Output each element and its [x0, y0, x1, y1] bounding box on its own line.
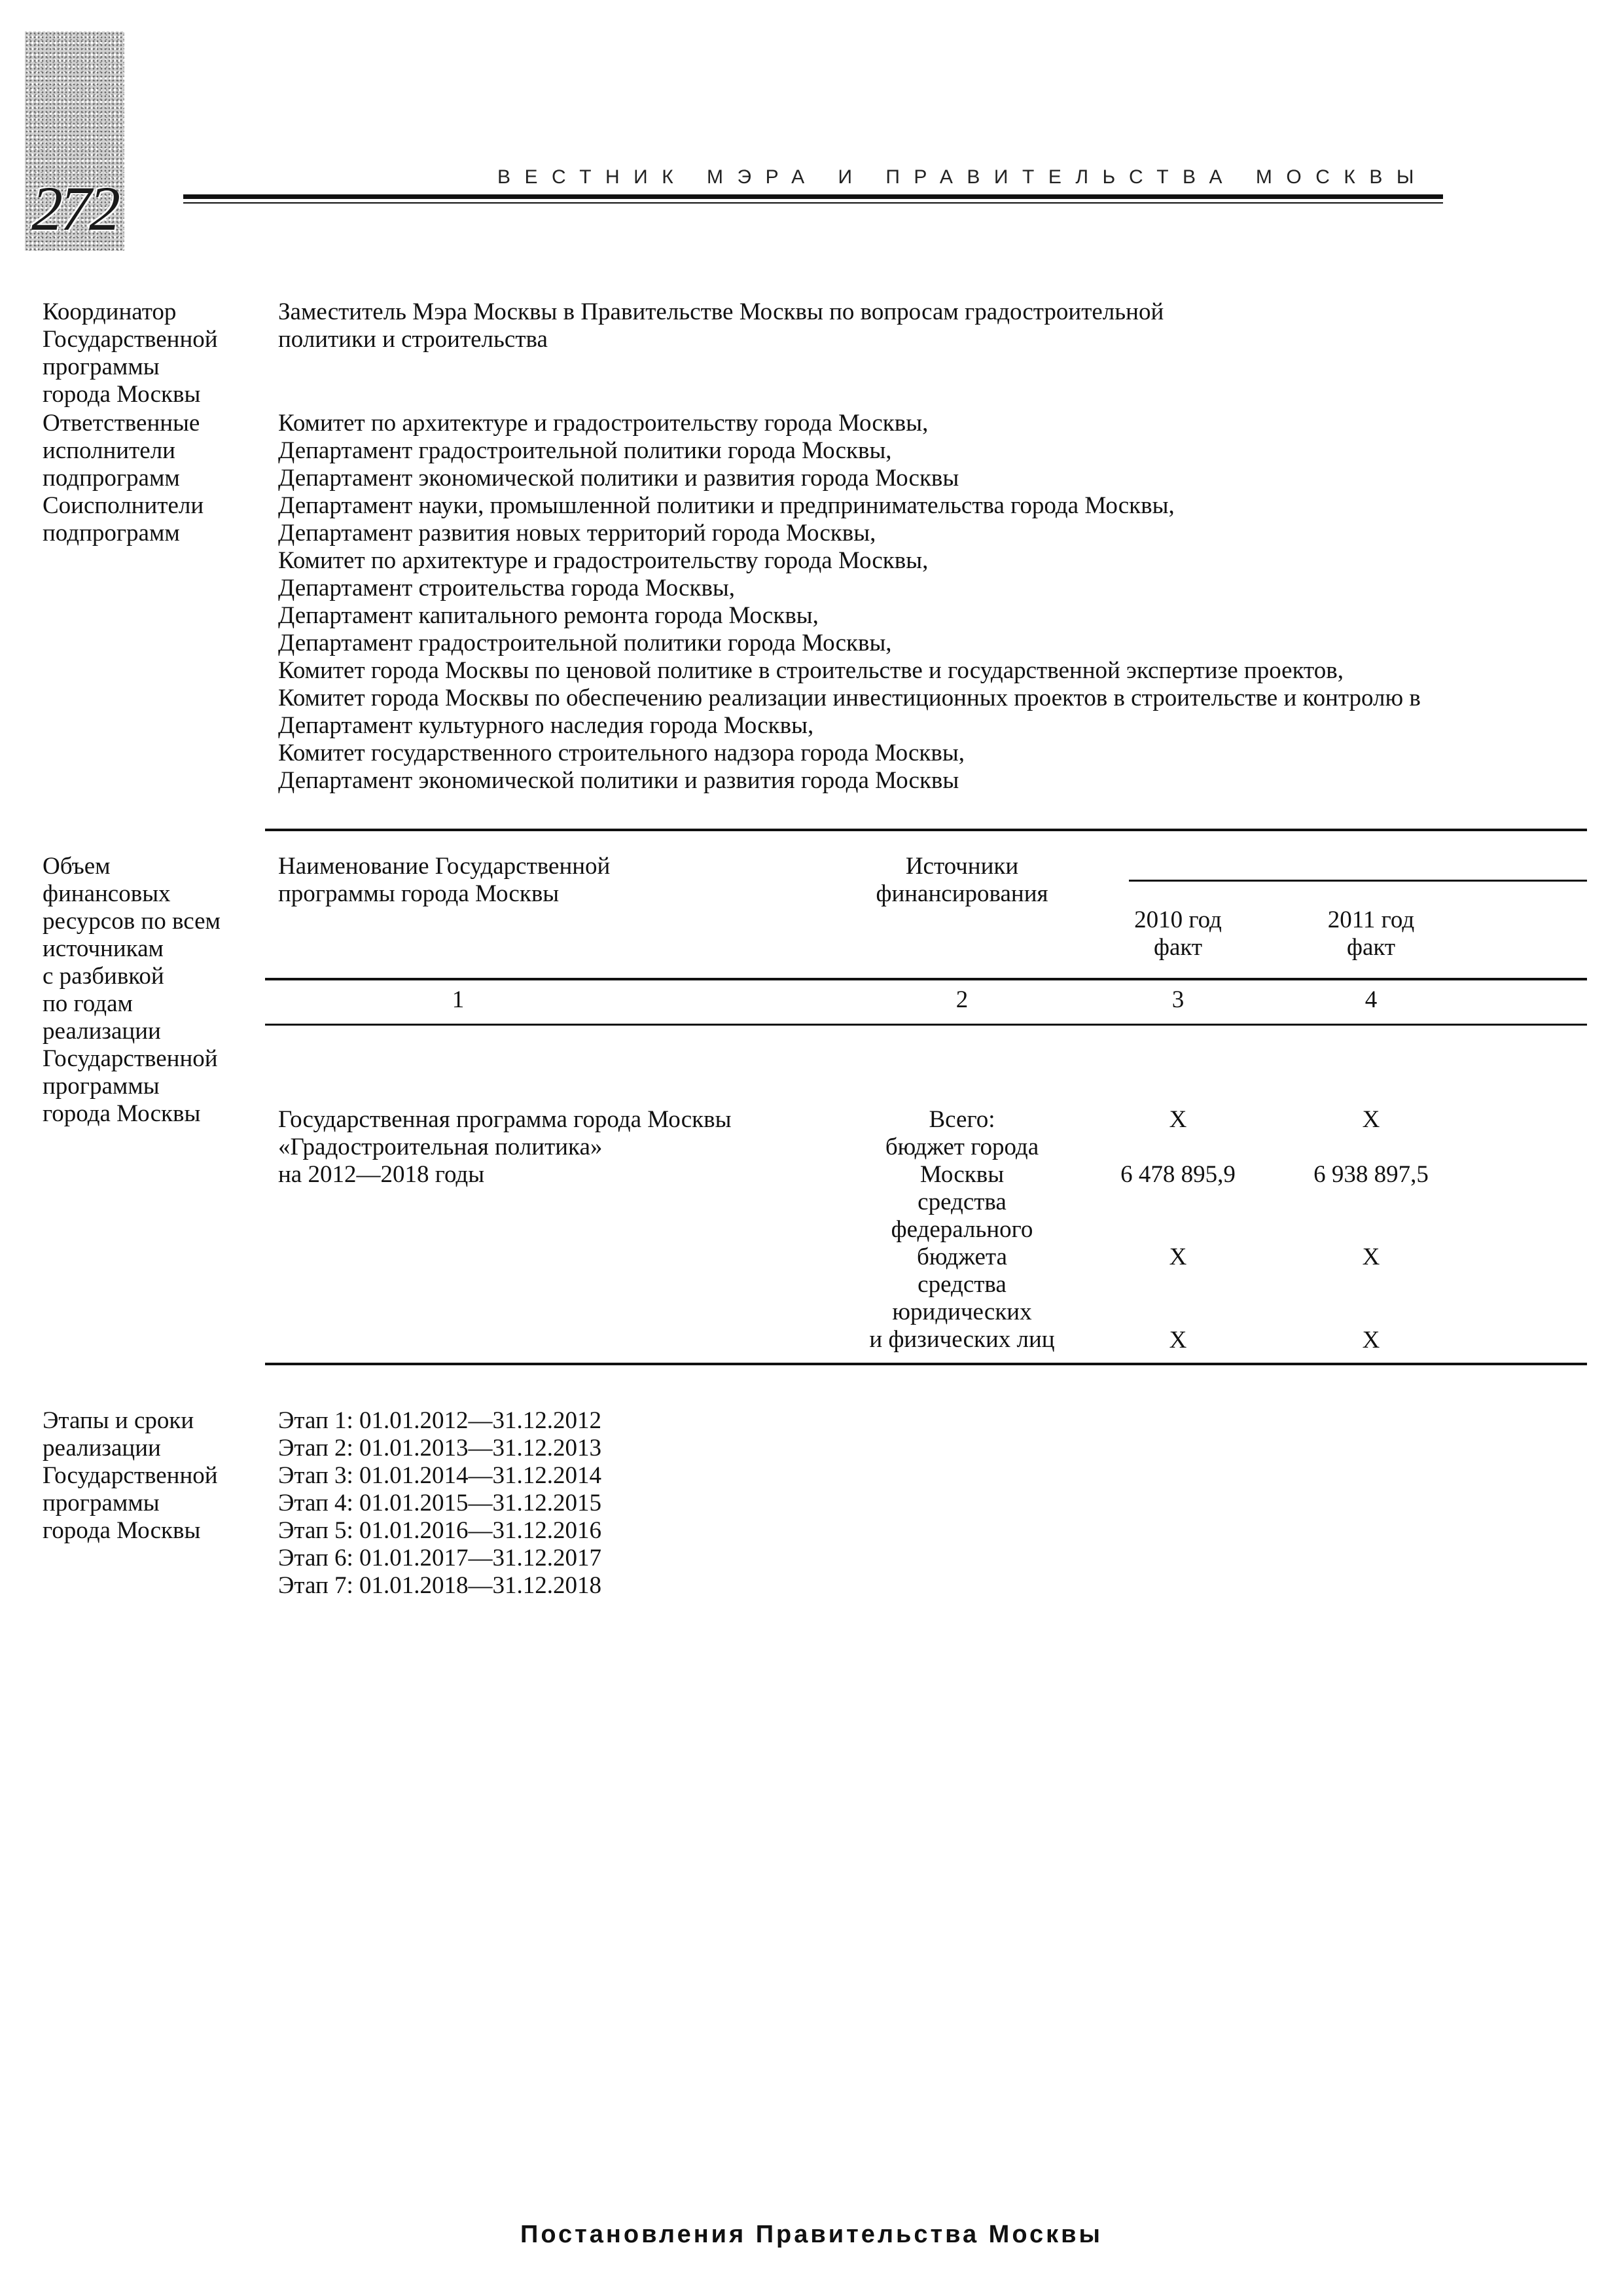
column-number-2: 2 [955, 986, 969, 1013]
value-2011-legal-entities: X [1362, 1327, 1380, 1354]
executor-item: Департамент экономической политики и развития города Москвы [278, 465, 959, 492]
row-program-name: Государственная программа города Москвы «Градостроительная политика» на 2012—2018 годы [278, 1106, 732, 1188]
value-2010-federal-budget: X [1169, 1244, 1187, 1270]
stage-item: Этап 2: 01.01.2013—31.12.2013 [278, 1435, 602, 1462]
value-2010-total: X [1169, 1106, 1187, 1133]
header-year-2011: 2011 год факт [1327, 906, 1415, 961]
header-bottom-rule [265, 978, 1587, 980]
header-sources: Источники финансирования [876, 853, 1048, 907]
executor-item: Департамент градостроительной политики города Москвы, [278, 437, 892, 464]
row-funding-sources: Всего: бюджет города Москвы средства федерального бюджета средства юридических и физических лиц [869, 1106, 1055, 1353]
stage-item: Этап 4: 01.01.2015—31.12.2015 [278, 1490, 602, 1516]
executors-label: Ответственные исполнители подпрограмм Соисполнители подпрограмм [43, 410, 204, 547]
executors-list [278, 410, 1613, 795]
column-number-4: 4 [1364, 986, 1378, 1013]
executor-item: Департамент капитального ремонта города Москвы, [278, 602, 819, 629]
table-year-group-rule [1129, 880, 1587, 882]
executor-item: Комитет города Москвы по ценовой политике в строительстве и государственной экспертизе проектов, [278, 657, 1344, 684]
table-top-rule [265, 829, 1587, 831]
page-number-badge [25, 31, 124, 251]
value-2011-city-budget: 6 938 897,5 [1313, 1161, 1429, 1188]
column-numbers-rule [265, 1024, 1587, 1026]
table-bottom-rule [265, 1363, 1587, 1365]
value-2010-city-budget: 6 478 895,9 [1120, 1161, 1236, 1188]
executor-item: Комитет государственного строительного надзора города Москвы, [278, 740, 965, 766]
finance-label: Объем финансовых ресурсов по всем источникам с разбивкой по годам реализации Государственной программы города Москвы [43, 853, 221, 1127]
executor-item: Департамент экономической политики и развития города Москвы [278, 767, 959, 794]
stage-item: Этап 6: 01.01.2017—31.12.2017 [278, 1545, 602, 1571]
executor-item: Департамент развития новых территорий города Москвы, [278, 520, 876, 547]
stage-item: Этап 7: 01.01.2018—31.12.2018 [278, 1572, 602, 1599]
publication-title: ВЕСТНИК МЭРА И ПРАВИТЕЛЬСТВА МОСКВЫ [497, 166, 1428, 188]
executor-item: Комитет по архитектуре и градостроительству города Москвы, [278, 410, 929, 437]
executor-item: Комитет по архитектуре и градостроительству города Москвы, [278, 547, 929, 574]
column-number-1: 1 [452, 986, 465, 1013]
header-rule-thin [183, 202, 1443, 204]
executor-item: Комитет города Москвы по обеспечению реализации инвестиционных проектов в строительстве и контролю в [278, 685, 1421, 711]
value-2011-federal-budget: X [1362, 1244, 1380, 1270]
stage-item: Этап 5: 01.01.2016—31.12.2016 [278, 1517, 602, 1544]
executor-item: Департамент строительства города Москвы, [278, 575, 736, 601]
value-2011-total: X [1362, 1106, 1380, 1133]
coordinator-label: Координатор Государственной программы города Москвы [43, 298, 218, 408]
executor-item: Департамент науки, промышленной политики и предпринимательства города Москвы, [278, 492, 1175, 519]
executor-item: Департамент культурного наследия города Москвы, [278, 712, 814, 739]
executor-item: Департамент градостроительной политики города Москвы, [278, 630, 892, 656]
header-year-2010: 2010 год факт [1134, 906, 1222, 961]
footer-title: Постановления Правительства Москвы [520, 2221, 1103, 2248]
header-rule [183, 194, 1443, 199]
stage-item: Этап 1: 01.01.2012—31.12.2012 [278, 1407, 602, 1434]
page-number: 272 [31, 173, 118, 243]
value-2010-legal-entities: X [1169, 1327, 1187, 1354]
column-number-3: 3 [1171, 986, 1185, 1013]
stages-list [278, 1407, 1613, 1600]
stages-label: Этапы и сроки реализации Государственной программы города Москвы [43, 1407, 218, 1544]
coordinator-text: Заместитель Мэра Москвы в Правительстве Москвы по вопросам градостроительной политики и строительства [278, 298, 1164, 353]
header-program-name: Наименование Государственной программы города Москвы [278, 853, 611, 907]
stage-item: Этап 3: 01.01.2014—31.12.2014 [278, 1462, 602, 1489]
